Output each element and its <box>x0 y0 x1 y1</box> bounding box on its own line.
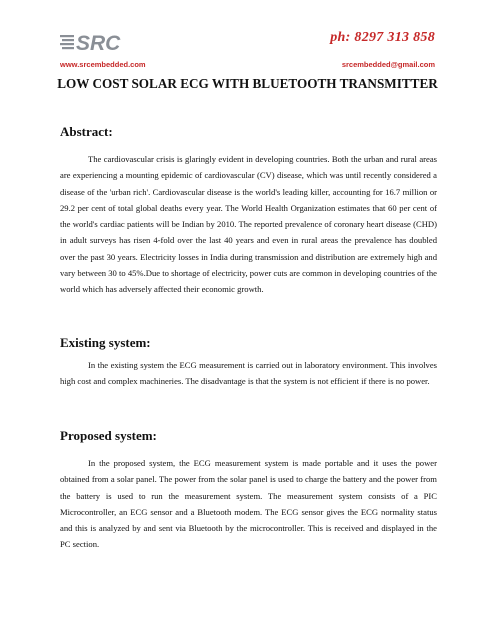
existing-system-heading: Existing system: <box>60 335 151 350</box>
email-link[interactable]: srcembedded@gmail.com <box>341 60 435 69</box>
src-logo-icon <box>60 28 140 56</box>
proposed-system-heading: Proposed system: <box>60 428 157 443</box>
logo-text: SRC <box>76 32 121 55</box>
phone-number: ph: 8297 313 858 <box>330 30 435 45</box>
proposed-system-paragraph: In the proposed system, the ECG measurement system is made portable and it uses the power obtained from a solar panel. The power from the solar panel is used to charge the battery and the power from the battery is used to run the measurement system. The measurement system consists of a PIC Microcontroller, an ECG sensor and a Bluetooth modem. The ECG sensor gives the ECG normality status and this is analyzed by and sent via Bluetooth by the microcontroller. This is received and displayed in the PC section. <box>60 458 437 550</box>
src-logo <box>60 28 140 56</box>
abstract-paragraph: The cardiovascular crisis is glaringly evident in developing countries. Both the urban and rural areas are experiencing a mounting epidemic of cardiovascular (CV) disease, which was until recently considered a disease of the 'urban rich'. Cardiovascular disease is the world's leading killer, accounting for 16.7 million or 29.2 per cent of total global deaths every year. The World Health Organization estimates that 60 per cent of the world's cardiac patients will be Indian by 2010. The reported prevalence of coronary heart disease (CHD) in adult surveys has risen 4-fold over the last 40 years and even in rural areas the prevalence has doubled over the past 30 years. Electricity losses in India during transmission and distribution are extremely high and vary between 30 to 45%.Due to shortage of electricity, power cuts are common in developing countries of the world which has adversely affected their economic growth. <box>60 154 437 295</box>
abstract-heading: Abstract: <box>60 124 113 139</box>
website-link[interactable]: www.srcembedded.com <box>60 60 146 69</box>
document-title: LOW COST SOLAR ECG WITH BLUETOOTH TRANSMITTER <box>57 76 438 91</box>
existing-system-paragraph: In the existing system the ECG measurement is carried out in laboratory environment. This involves high cost and complex machineries. The disadvantage is that the system is not efficient if there is no power. <box>60 360 437 387</box>
